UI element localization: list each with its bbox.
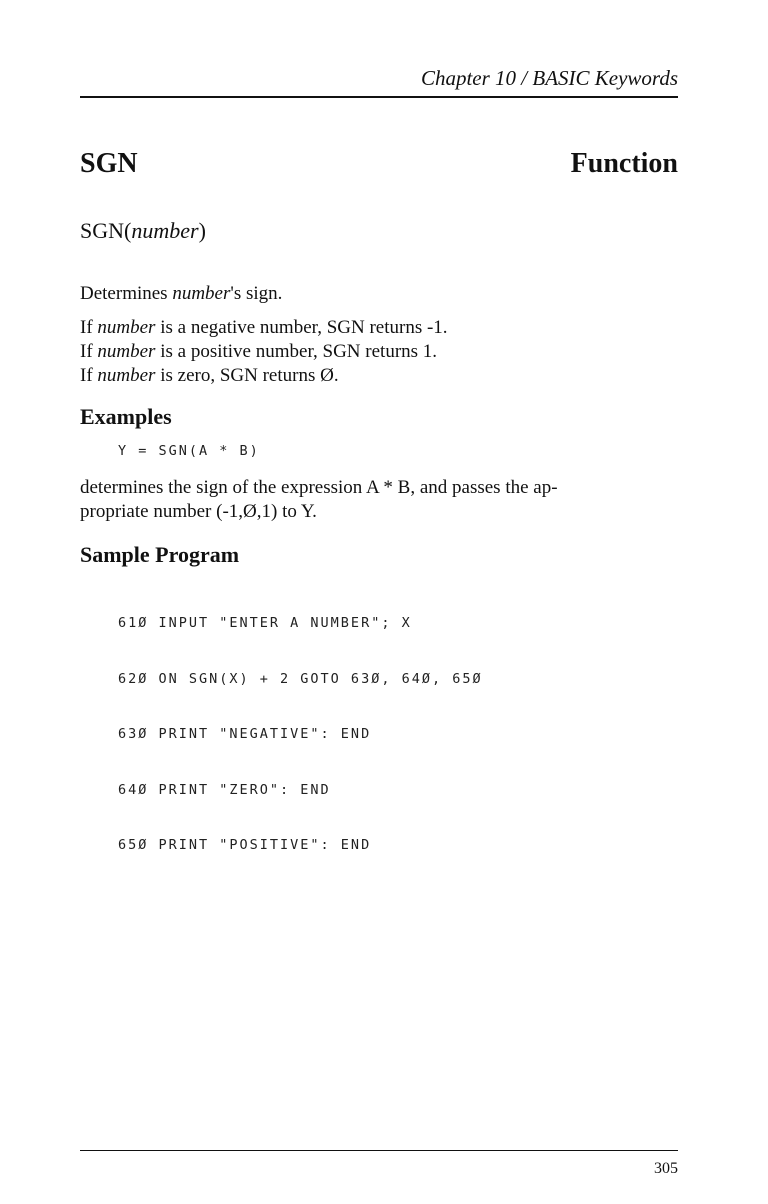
rule-prefix: If [80,365,98,386]
summary-text: Determines [80,283,173,304]
rule-prefix: If [80,317,98,338]
syntax-keyword: SGN( [80,218,132,243]
header-rule [80,96,678,98]
rule-text: is a negative number, SGN returns -1. [155,317,448,338]
footer-rule [80,1150,678,1151]
explanation-line: propriate number (-1,Ø,1) to Y. [80,501,317,522]
example-explanation [80,476,678,524]
code-line: 63Ø PRINT "NEGATIVE": END [118,726,372,742]
rule-argument: number [97,317,156,338]
page-number: 305 [654,1160,678,1177]
entry-title: SGN [80,148,138,179]
rule-prefix: If [80,341,98,362]
sample-program-code [118,577,483,892]
rule-line [80,364,678,388]
summary-text-end: 's sign. [230,283,283,304]
rule-text: is zero, SGN returns Ø. [155,365,339,386]
rule-line [80,316,678,340]
rule-argument: number [97,365,156,386]
syntax-close: ) [198,218,206,243]
rule-argument: number [97,341,156,362]
example-code [118,442,260,461]
examples-heading: Examples [80,404,172,429]
sample-program-heading: Sample Program [80,542,240,567]
description-rules [80,316,678,388]
syntax-argument: number [131,218,199,243]
summary-argument: number [172,283,231,304]
rule-text: is a positive number, SGN returns 1. [155,341,438,362]
syntax-line [80,218,206,244]
entry-type: Function [570,148,678,179]
code-line: Y = SGN(A * B) [118,443,260,459]
code-line: 64Ø PRINT "ZERO": END [118,781,331,798]
code-line: 61Ø INPUT "ENTER A NUMBER"; X [118,615,412,631]
running-head: Chapter 10 / BASIC Keywords [420,66,678,90]
description-summary [80,282,678,306]
rule-line [80,340,678,364]
explanation-line: determines the sign of the expression A * B, and passes the ap- [80,477,558,498]
code-line: 62Ø ON SGN(X) + 2 GOTO 63Ø, 64Ø, 65Ø [118,670,483,687]
code-line: 65Ø PRINT "POSITIVE": END [118,837,372,853]
